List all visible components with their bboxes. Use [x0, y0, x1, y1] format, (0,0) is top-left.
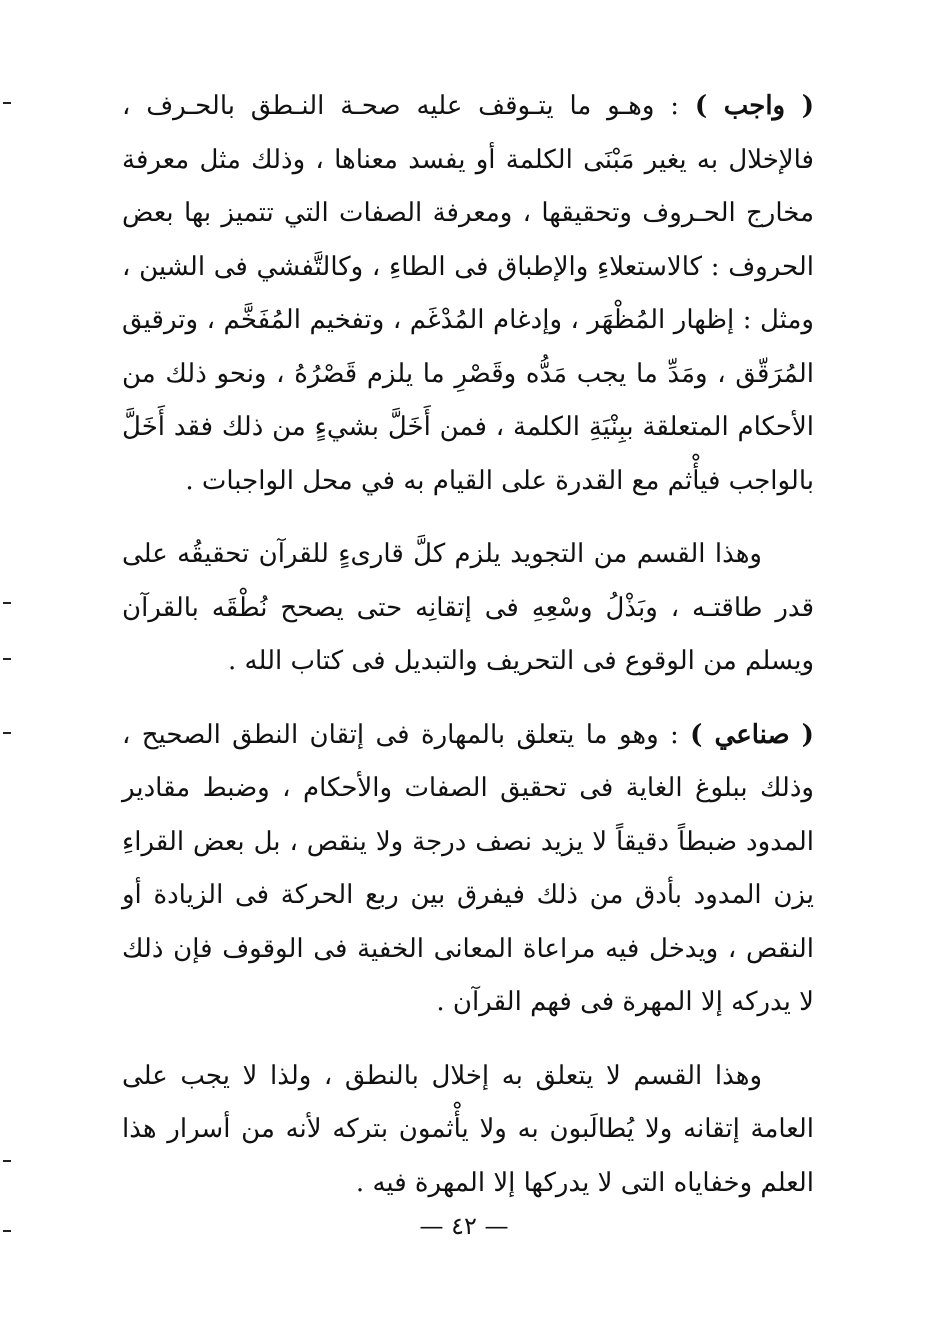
scan-margin-mark [3, 732, 11, 734]
term-wajib: ( واجب ) [694, 91, 814, 121]
page-body [122, 80, 814, 1210]
paragraph-gap [122, 1030, 814, 1050]
page-number: — ٤٢ — [419, 1212, 509, 1240]
paragraph-gap [122, 689, 814, 709]
term-sinai: ( صناعي ) [690, 719, 814, 750]
paragraph-text: وهذا القسم لا يتعلق به إخلال بالنطق ، ولذا لا يجب على العامة إتقانه ولا يُطالَبون به ولا يأْثمون بتركه لأنه من أسرار هذا العلم وخفاياه التى لا يدركها إلا المهرة فيه . [122, 1060, 814, 1198]
paragraph-gap [122, 508, 814, 528]
scan-margin-mark [3, 602, 11, 604]
paragraph-wajib [122, 80, 814, 508]
scan-margin-mark [3, 658, 11, 660]
scan-margin-mark [3, 102, 11, 104]
paragraph-sinai [122, 709, 814, 1030]
paragraph-tajweed-obligation [122, 528, 814, 689]
paragraph-text: : وهو ما يتعلق بالمهارة فى إتقان النطق الصحيح ، وذلك ببلوغ الغاية فى تحقيق الصفات والأحكام ، وضبط مقادير المدود ضبطاً دقيقاً لا يزيد نصف درجة ولا ينقص ، بل بعض القراءِ يزن المدود بأدق من ذلك فيفرق بين ربع الحركة فى الزيادة أو النقص ، ويدخل فيه مراعاة المعانى الخفية فى الوقوف فإن ذلك لا يدركه إلا المهرة فى فهم القرآن . [122, 719, 814, 1017]
paragraph-text: : وهـو ما يتـوقف عليه صحـة النـطق بالحـرف ، فالإخلال به يغير مَبْنَى الكلمة أو يفسد معناها ، وذلك مثل معرفة مخارج الحـروف وتحقيقها ، ومعرفة الصفات التي تتميز بها بعض الحروف : كالاستعلاءِ والإطباق فى الطاءِ ، وكالتَّفشي فى الشين ، ومثل : إظهار المُظْهَر ، وإدغام المُدْغَم ، وتفخيم المُفَخَّم ، وترقيق المُرَقّق ، ومَدِّ ما يجب مَدُّه وقَصْرِ ما يلزم قَصْرُهُ ، ونحو ذلك من الأحكام المتعلقة ببِنْيَةِ الكلمة ، فمن أَخَلَّ بشيءٍ من ذلك فقد أَخَلَّ بالواجب فيأْثم مع القدرة على القيام به في محل الواجبات . [122, 91, 814, 496]
paragraph-sinai-note [122, 1050, 814, 1211]
scan-margin-mark [3, 1160, 11, 1162]
paragraph-text: وهذا القسم من التجويد يلزم كلَّ قارىءٍ للقرآن تحقيقُه على قدر طاقتـه ، وبَذْلُ وسْعِهِ فى إتقانِه حتى يصحح نُطْقَه بالقرآن ويسلم من الوقوع فى التحريف والتبديل فى كتاب الله . [122, 539, 814, 676]
